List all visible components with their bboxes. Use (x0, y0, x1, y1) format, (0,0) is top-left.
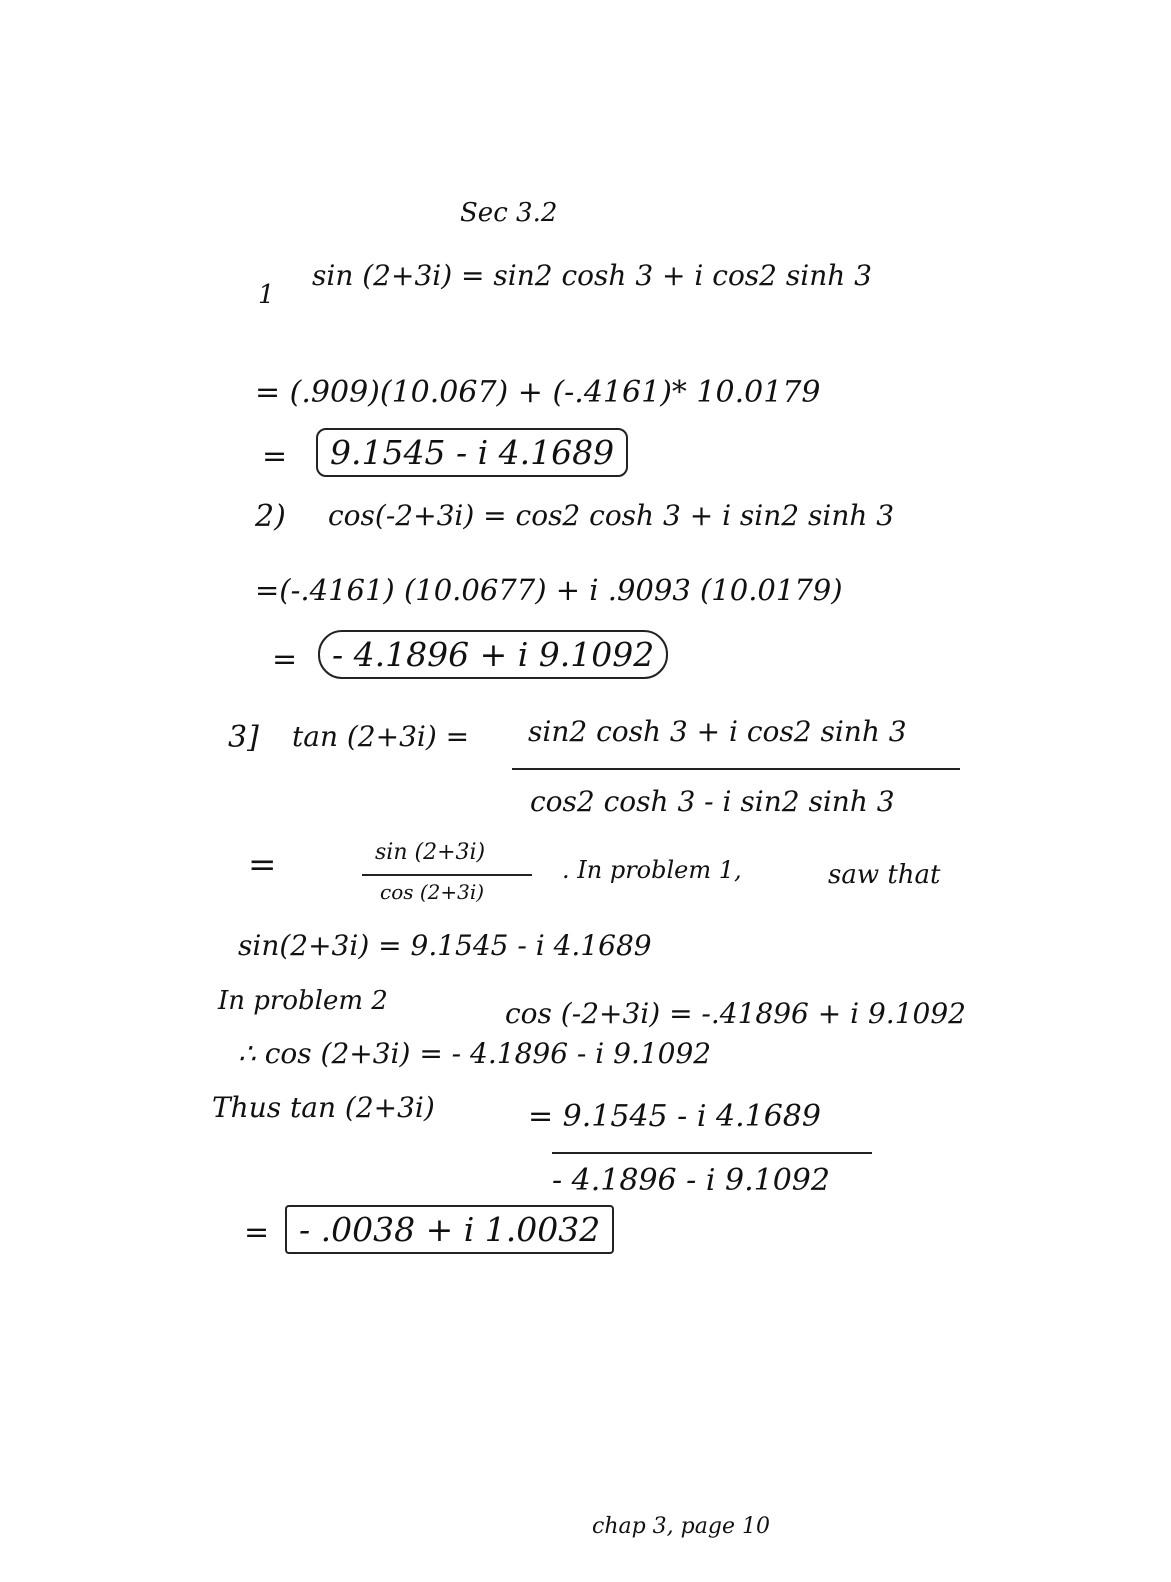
thus-denominator: - 4.1896 - i 9.1092 (552, 1163, 830, 1198)
problem-3-lhs: tan (2+3i) = (292, 720, 470, 753)
problem-1-equation: sin (2+3i) = sin2 cosh 3 + i cos2 sinh 3 (312, 259, 872, 292)
problem-2-equals: = (272, 642, 298, 677)
problem-2-answer: - 4.1896 + i 9.1092 (318, 630, 668, 679)
problem-3-denominator: cos2 cosh 3 - i sin2 sinh 3 (530, 785, 895, 818)
problem-2-equation: cos(-2+3i) = cos2 cosh 3 + i sin2 sinh 3 (328, 499, 895, 532)
problem-1-step: = (.909)(10.067) + (-.4161)* 10.0179 (255, 375, 821, 410)
in-problem-2-label: In problem 2 (218, 986, 388, 1016)
section-title: Sec 3.2 (460, 198, 558, 228)
fraction-bar (362, 874, 532, 876)
fraction-numerator: sin (2+3i) (375, 840, 486, 865)
remark-saw-that: saw that (828, 860, 941, 890)
therefore-line: ∴ cos (2+3i) = - 4.1896 - i 9.1092 (238, 1037, 712, 1070)
problem-1-equals: = (262, 439, 288, 474)
page-footer: chap 3, page 10 (592, 1514, 770, 1539)
problem-1-number: 1 (258, 280, 275, 310)
thus-numerator: = 9.1545 - i 4.1689 (528, 1099, 821, 1134)
final-equals: = (244, 1215, 270, 1250)
final-answer: - .0038 + i 1.0032 (285, 1205, 614, 1254)
cos-result-line: cos (-2+3i) = -.41896 + i 9.1092 (505, 997, 966, 1030)
remark-problem-1: . In problem 1, (562, 856, 742, 884)
problem-2-step: =(-.4161) (10.0677) + i .9093 (10.0179) (255, 573, 843, 607)
problem-3-number: 3] (228, 720, 259, 755)
problem-3-numerator: sin2 cosh 3 + i cos2 sinh 3 (528, 715, 907, 748)
problem-2-number: 2) (255, 499, 286, 534)
thus-lhs: Thus tan (2+3i) (212, 1091, 435, 1124)
problem-3-fraction-bar (512, 768, 960, 770)
problem-3-equals: = (248, 845, 277, 885)
fraction-denominator: cos (2+3i) (380, 880, 485, 904)
thus-fraction-bar (552, 1152, 872, 1154)
problem-1-answer: 9.1545 - i 4.1689 (316, 428, 628, 477)
sin-result-line: sin(2+3i) = 9.1545 - i 4.1689 (238, 929, 652, 962)
